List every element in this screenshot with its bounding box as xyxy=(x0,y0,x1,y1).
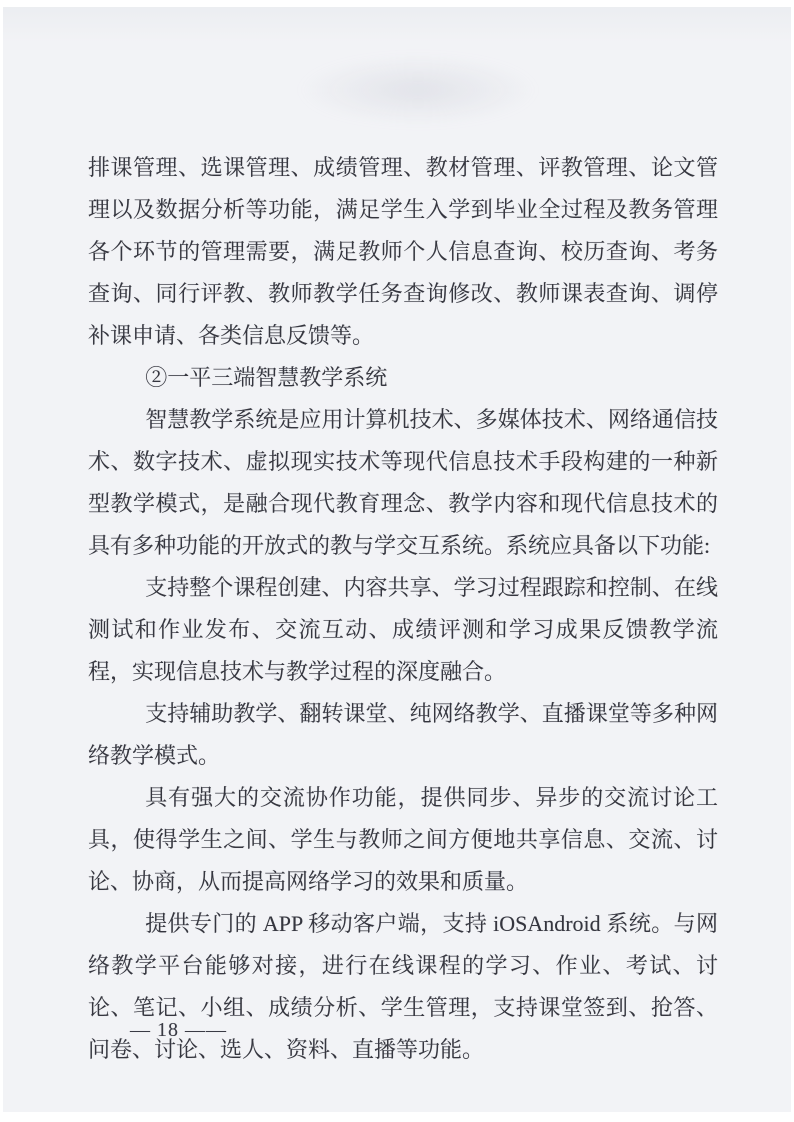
paragraph-mobile-app: 提供专门的 APP 移动客户端，支持 iOSAndroid 系统。与网络教学平台能够对接，进行在线课程的学习、作业、考试、讨论、笔记、小组、成绩分析、学生管理，支持课堂签到、抢答、问卷、讨论、选人、资料、直播等功能。 xyxy=(88,911,718,1062)
document-body xyxy=(88,147,718,1071)
page-background xyxy=(3,7,791,1112)
paragraph-system-definition: 智慧教学系统是应用计算机技术、多媒体技术、网络通信技术、数字技术、虚拟现实技术等现代信息技术手段构建的一种新型教学模式，是融合现代教育理念、教学内容和现代信息技术的具有多种功能的开放式的教与学交互系统。系统应具备以下功能: xyxy=(88,407,718,558)
paragraph-course-workflow-support: 支持整个课程创建、内容共享、学习过程跟踪和控制、在线测试和作业发布、交流互动、成绩评测和学习成果反馈教学流程，实现信息技术与教学过程的深度融合。 xyxy=(88,575,718,684)
paragraph-teaching-modes: 支持辅助教学、翻转课堂、纯网络教学、直播课堂等多种网络教学模式。 xyxy=(88,701,718,768)
section-heading-smart-teaching-system: ②一平三端智慧教学系统 xyxy=(145,365,388,390)
page-number: — 18 —— xyxy=(130,1019,227,1041)
paragraph-admin-functions: 排课管理、选课管理、成绩管理、教材管理、评教管理、论文管理以及数据分析等功能，满足学生入学到毕业全过程及教务管理各个环节的管理需要，满足教师个人信息查询、校历查询、考务查询、同行评教、教师教学任务查询修改、教师课表查询、调停补课申请、各类信息反馈等。 xyxy=(88,155,718,348)
scan-smudge xyxy=(298,55,538,125)
scan-top-shade xyxy=(3,7,791,43)
paragraph-collaboration-features: 具有强大的交流协作功能，提供同步、异步的交流讨论工具，使得学生之间、学生与教师之间方便地共享信息、交流、讨论、协商，从而提高网络学习的效果和质量。 xyxy=(88,785,718,894)
